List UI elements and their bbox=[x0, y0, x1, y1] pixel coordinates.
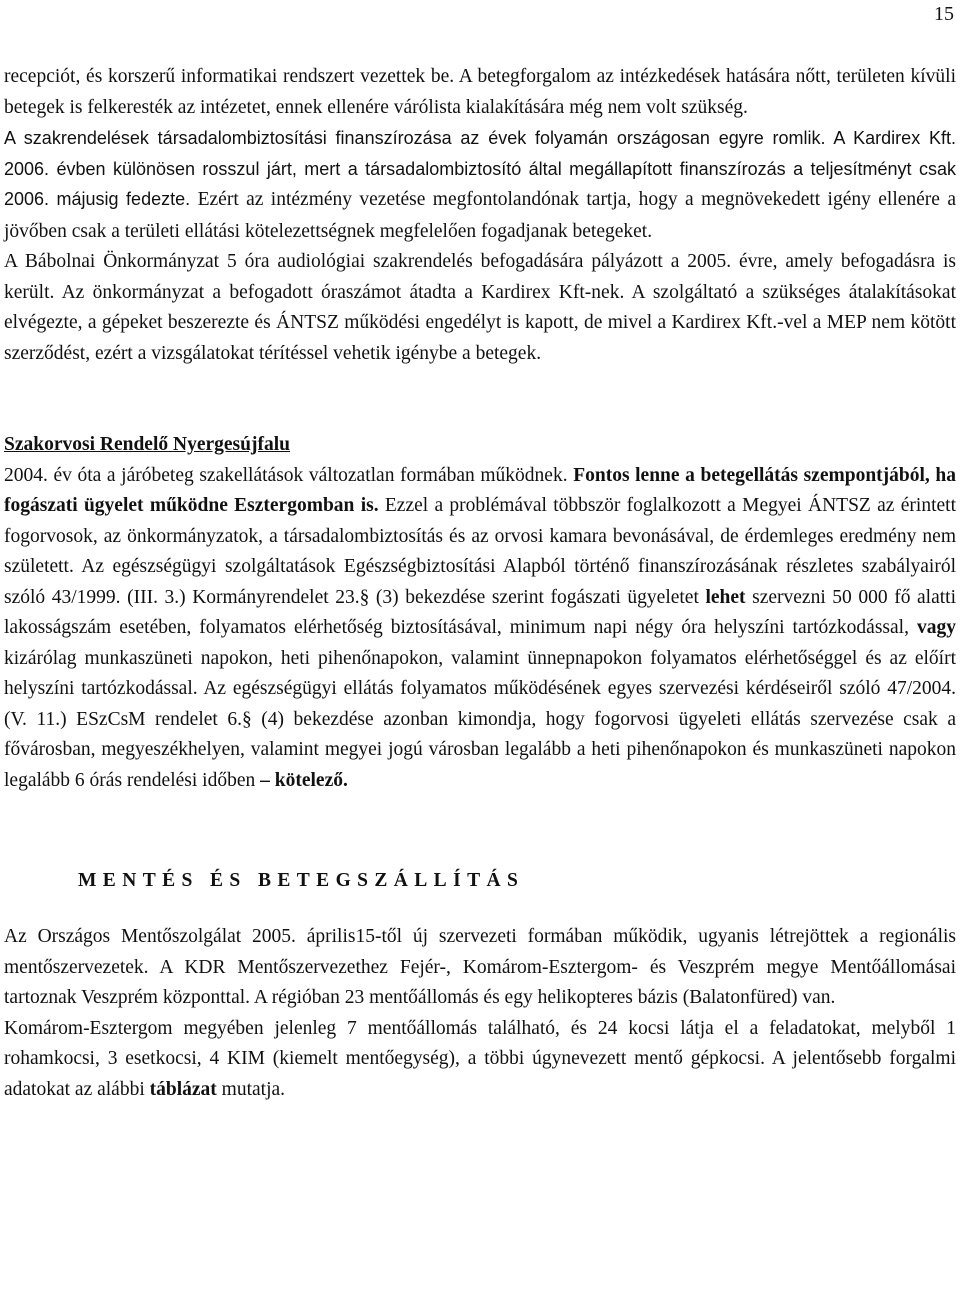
paragraph-reception: recepciót, és korszerű informatikai rendszert vezettek be. A betegforgalom az intézkedések hatására nőtt, területen kívüli betegek is felkeresték az intézetet, ennek ellenére várólista kialakítására még nem volt szükség. bbox=[4, 66, 956, 118]
dental-bold-4: – kötelező. bbox=[260, 769, 348, 791]
paragraph-babolna: A Bábolnai Önkormányzat 5 óra audiológiai szakrendelés befogadására pályázott a 2005. évre, amely befogadásra is került. Az önkormányzat a befogadott óraszámot átadta a Kardirex Kft-nek. A szolgáltató a szükséges átalakításokat elvégezte, a gépeket beszerezte és ÁNTSZ működési engedélyt is kapott, de mivel a Kardirex Kft.-vel a MEP nem kötött szerződést, ezért a vizsgálatokat térítéssel vehetik igénybe a betegek. bbox=[4, 251, 956, 364]
section-title-ambulance: MENTÉS ÉS BETEGSZÁLLÍTÁS bbox=[78, 870, 525, 891]
dental-text-4: kizárólag munkaszüneti napokon, heti pihenőnapokon, valamint ünnepnapokon folyamatos elérhetőséggel és az előírt helyszíni tartózkodással. Az egészségügyi ellátás folyamatos működésének egyes szervezési kérdéseiről szóló 47/2004. (V. 11.) ESzCsM rendelet 6.§ (4) bekezdése azonban kimondja, hogy fogorvosi ügyeleti ellátás szervezése csak a fővárosban, megyeszékhelyen, valamint megyei jogú városban legalább a heti pihenőnapokon és munkaszüneti napokon legalább 6 órás rendelési időben bbox=[4, 647, 956, 791]
paragraph-financing-sans: A szakrendelések társadalombiztosítási finanszírozása az évek folyamán országosan egyre romlik. A Kardirex Kft. 2006. évben különösen rosszul járt, mert a társadalombiztosító által megállapított finanszírozás a teljesítményt csak 2006. májusig fedezte. bbox=[4, 128, 956, 209]
paragraph-ambulance-service: Az Országos Mentőszolgálat 2005. április15-től új szervezeti formában működik, ugyanis létrejöttek a regionális mentőszervezetek. A KDR Mentőszervezethez Fejér-, Komárom-Esztergom- és Veszprém megye Mentőállomásai tartoznak Veszprém központtal. A régióban 23 mentőállomás és egy helikopteres bázis (Balatonfüred) van. bbox=[4, 926, 956, 1008]
document-body bbox=[4, 62, 956, 1105]
dental-bold-3: vagy bbox=[917, 617, 956, 638]
dental-text-1: 2004. év óta a járóbeteg szakellátások változatlan formában működnek. bbox=[4, 464, 574, 486]
page-number: 15 bbox=[934, 3, 954, 25]
dental-bold-2: lehet bbox=[705, 586, 746, 608]
county-text-2: mutatja. bbox=[216, 1078, 286, 1100]
dental-text-2: Ezzel a problémával többször foglalkozott a Megyei ÁNTSZ az érintett fogorvosok, az önkormányzatok, a társadalombiztosítás és az orvosi kamara bevonásával, de érdemleges eredmény nem született. Az egészségügyi szolgáltatások Egészségbiztosítási Alapból történő finanszírozásának részletes szabályairól szóló 43/1999. (III. 3.) Kormányrendelet 23.§ (3) bekezdése szerint fogászati ügyeletet bbox=[4, 495, 956, 608]
dental-bold-1: Fontos lenne a betegellátás szempontjából, ha fogászati ügyelet működne Esztergomban is. bbox=[4, 464, 957, 516]
paragraph-ambulance-county bbox=[4, 1014, 956, 1106]
section-heading-nyergesujfalu: Szakorvosi Rendelő Nyergesújfalu bbox=[4, 434, 290, 455]
paragraph-financing bbox=[4, 123, 956, 247]
dental-text-3: szervezni 50 000 fő alatti lakosságszám esetében, folyamatos elérhetőség biztosításával, minimum napi négy óra helyszíni tartózkodással, bbox=[4, 586, 956, 638]
county-text-1: Komárom-Esztergom megyében jelenleg 7 mentőállomás található, és 24 kocsi látja el a feladatokat, melyből 1 rohamkocsi, 3 esetkocsi, 4 KIM (kiemelt mentőegység), a többi úgynevezett mentő gépkocsi. A jelentősebb forgalmi adatokat az alábbi bbox=[4, 1017, 956, 1100]
paragraph-dental-duty bbox=[4, 461, 956, 797]
paragraph-financing-serif: Ezért az intézmény vezetése megfontolandónak tartja, hogy a megnövekedett igény ellenére a jövőben csak a területi ellátási kötelezettségnek megfelelően fogadjanak betegeket. bbox=[4, 189, 956, 242]
county-bold: táblázat bbox=[149, 1078, 217, 1100]
